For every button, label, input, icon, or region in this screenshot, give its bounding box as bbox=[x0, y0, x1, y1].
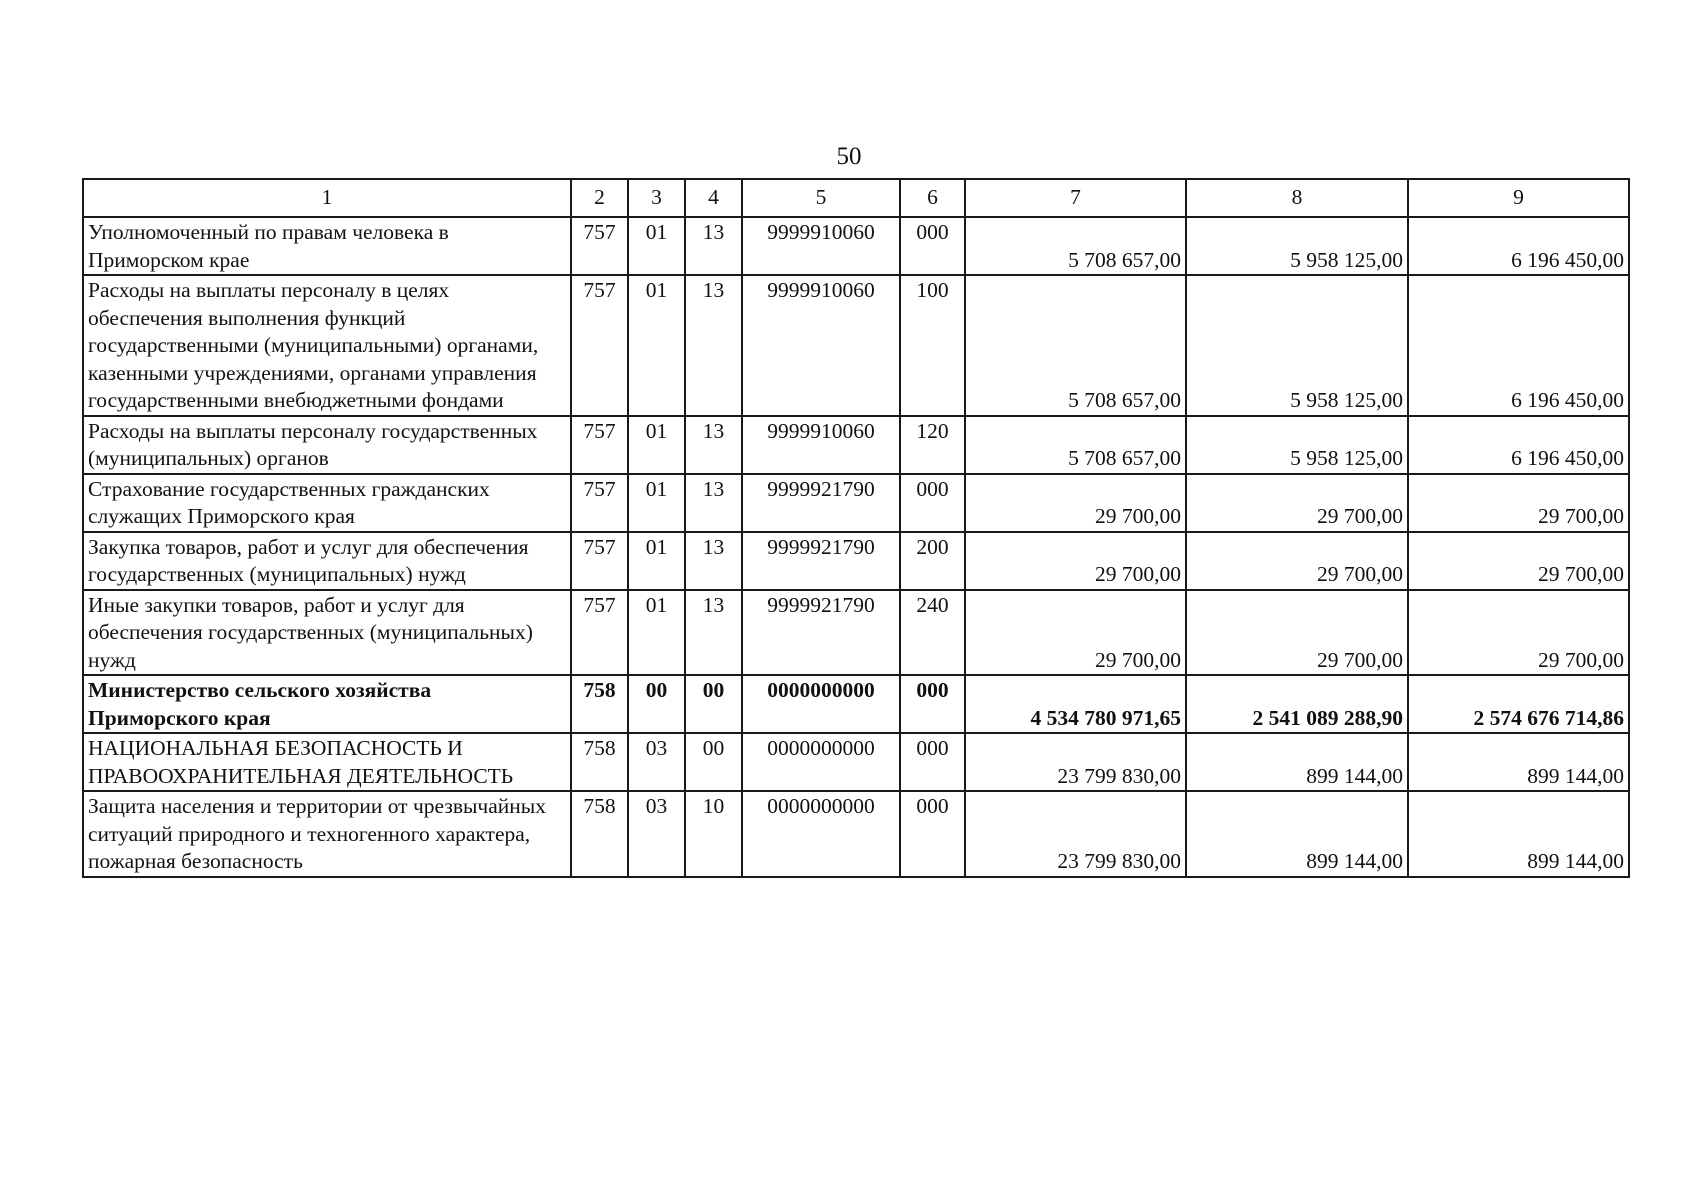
amount-year-3-cell: 6 196 450,00 bbox=[1408, 275, 1629, 416]
target-article-cell: 9999910060 bbox=[742, 217, 900, 275]
section-code-cell: 01 bbox=[628, 416, 685, 474]
amount-year-1-cell: 5 708 657,00 bbox=[965, 416, 1186, 474]
table-row bbox=[83, 532, 1629, 590]
row-name-cell: НАЦИОНАЛЬНАЯ БЕЗОПАСНОСТЬ И ПРАВООХРАНИТЕЛЬНАЯ ДЕЯТЕЛЬНОСТЬ bbox=[83, 733, 571, 791]
subsection-code-cell: 13 bbox=[685, 416, 742, 474]
amount-year-2-cell: 29 700,00 bbox=[1186, 474, 1408, 532]
row-name-cell: Расходы на выплаты персоналу государственных (муниципальных) органов bbox=[83, 416, 571, 474]
amount-year-2-cell: 899 144,00 bbox=[1186, 733, 1408, 791]
amount-year-1-cell: 29 700,00 bbox=[965, 590, 1186, 676]
row-name-cell: Защита населения и территории от чрезвычайных ситуаций природного и техногенного характера, пожарная безопасность bbox=[83, 791, 571, 877]
subsection-code-cell: 00 bbox=[685, 675, 742, 733]
amount-year-2-cell: 899 144,00 bbox=[1186, 791, 1408, 877]
section-code-cell: 01 bbox=[628, 474, 685, 532]
amount-year-1-cell: 5 708 657,00 bbox=[965, 217, 1186, 275]
row-name-cell: Расходы на выплаты персоналу в целях обеспечения выполнения функций государственными (муниципальными) органами, казенными учреждениями, органами управления государственными внебюджетными фондами bbox=[83, 275, 571, 416]
column-number: 7 bbox=[965, 179, 1186, 217]
column-number: 8 bbox=[1186, 179, 1408, 217]
table-row bbox=[83, 416, 1629, 474]
amount-year-3-cell: 29 700,00 bbox=[1408, 474, 1629, 532]
grbs-code-cell: 757 bbox=[571, 275, 628, 416]
amount-year-1-cell: 4 534 780 971,65 bbox=[965, 675, 1186, 733]
grbs-code-cell: 757 bbox=[571, 474, 628, 532]
amount-year-1-cell: 5 708 657,00 bbox=[965, 275, 1186, 416]
section-code-cell: 03 bbox=[628, 733, 685, 791]
amount-year-3-cell: 29 700,00 bbox=[1408, 590, 1629, 676]
amount-year-3-cell: 899 144,00 bbox=[1408, 733, 1629, 791]
subsection-code-cell: 13 bbox=[685, 590, 742, 676]
expense-type-cell: 200 bbox=[900, 532, 965, 590]
page-number: 50 bbox=[836, 143, 862, 170]
amount-year-1-cell: 29 700,00 bbox=[965, 474, 1186, 532]
amount-year-2-cell: 29 700,00 bbox=[1186, 532, 1408, 590]
amount-year-2-cell: 5 958 125,00 bbox=[1186, 416, 1408, 474]
section-code-cell: 01 bbox=[628, 590, 685, 676]
amount-year-1-cell: 23 799 830,00 bbox=[965, 791, 1186, 877]
subsection-code-cell: 13 bbox=[685, 532, 742, 590]
amount-year-1-cell: 29 700,00 bbox=[965, 532, 1186, 590]
subsection-code-cell: 13 bbox=[685, 275, 742, 416]
expense-type-cell: 100 bbox=[900, 275, 965, 416]
table-row bbox=[83, 791, 1629, 877]
column-number: 9 bbox=[1408, 179, 1629, 217]
row-name-cell: Страхование государственных гражданских служащих Приморского края bbox=[83, 474, 571, 532]
section-code-cell: 00 bbox=[628, 675, 685, 733]
target-article-cell: 0000000000 bbox=[742, 733, 900, 791]
amount-year-2-cell: 29 700,00 bbox=[1186, 590, 1408, 676]
subsection-code-cell: 13 bbox=[685, 217, 742, 275]
budget-table bbox=[82, 178, 1630, 878]
grbs-code-cell: 757 bbox=[571, 416, 628, 474]
column-number: 2 bbox=[571, 179, 628, 217]
section-code-cell: 01 bbox=[628, 532, 685, 590]
table-row bbox=[83, 675, 1629, 733]
amount-year-3-cell: 29 700,00 bbox=[1408, 532, 1629, 590]
amount-year-2-cell: 5 958 125,00 bbox=[1186, 275, 1408, 416]
row-name-cell: Уполномоченный по правам человека в Приморском крае bbox=[83, 217, 571, 275]
table-row bbox=[83, 275, 1629, 416]
column-number: 5 bbox=[742, 179, 900, 217]
table-row bbox=[83, 590, 1629, 676]
table-row bbox=[83, 217, 1629, 275]
table-row bbox=[83, 474, 1629, 532]
amount-year-1-cell: 23 799 830,00 bbox=[965, 733, 1186, 791]
amount-year-3-cell: 2 574 676 714,86 bbox=[1408, 675, 1629, 733]
grbs-code-cell: 757 bbox=[571, 532, 628, 590]
amount-year-3-cell: 899 144,00 bbox=[1408, 791, 1629, 877]
target-article-cell: 0000000000 bbox=[742, 791, 900, 877]
amount-year-3-cell: 6 196 450,00 bbox=[1408, 217, 1629, 275]
section-code-cell: 01 bbox=[628, 217, 685, 275]
target-article-cell: 9999910060 bbox=[742, 416, 900, 474]
expense-type-cell: 000 bbox=[900, 217, 965, 275]
column-number: 1 bbox=[83, 179, 571, 217]
grbs-code-cell: 757 bbox=[571, 590, 628, 676]
grbs-code-cell: 758 bbox=[571, 733, 628, 791]
target-article-cell: 9999921790 bbox=[742, 474, 900, 532]
grbs-code-cell: 757 bbox=[571, 217, 628, 275]
target-article-cell: 9999910060 bbox=[742, 275, 900, 416]
grbs-code-cell: 758 bbox=[571, 791, 628, 877]
amount-year-2-cell: 5 958 125,00 bbox=[1186, 217, 1408, 275]
subsection-code-cell: 13 bbox=[685, 474, 742, 532]
expense-type-cell: 000 bbox=[900, 675, 965, 733]
expense-type-cell: 000 bbox=[900, 733, 965, 791]
grbs-code-cell: 758 bbox=[571, 675, 628, 733]
target-article-cell: 0000000000 bbox=[742, 675, 900, 733]
section-code-cell: 03 bbox=[628, 791, 685, 877]
row-name-cell: Закупка товаров, работ и услуг для обеспечения государственных (муниципальных) нужд bbox=[83, 532, 571, 590]
amount-year-2-cell: 2 541 089 288,90 bbox=[1186, 675, 1408, 733]
column-number: 4 bbox=[685, 179, 742, 217]
column-number: 6 bbox=[900, 179, 965, 217]
table-row bbox=[83, 733, 1629, 791]
column-number: 3 bbox=[628, 179, 685, 217]
section-code-cell: 01 bbox=[628, 275, 685, 416]
expense-type-cell: 000 bbox=[900, 791, 965, 877]
subsection-code-cell: 10 bbox=[685, 791, 742, 877]
target-article-cell: 9999921790 bbox=[742, 590, 900, 676]
expense-type-cell: 000 bbox=[900, 474, 965, 532]
target-article-cell: 9999921790 bbox=[742, 532, 900, 590]
expense-type-cell: 120 bbox=[900, 416, 965, 474]
row-name-cell: Иные закупки товаров, работ и услуг для обеспечения государственных (муниципальных) нужд bbox=[83, 590, 571, 676]
column-number-row bbox=[83, 179, 1629, 217]
row-name-cell: Министерство сельского хозяйства Приморского края bbox=[83, 675, 571, 733]
amount-year-3-cell: 6 196 450,00 bbox=[1408, 416, 1629, 474]
subsection-code-cell: 00 bbox=[685, 733, 742, 791]
expense-type-cell: 240 bbox=[900, 590, 965, 676]
